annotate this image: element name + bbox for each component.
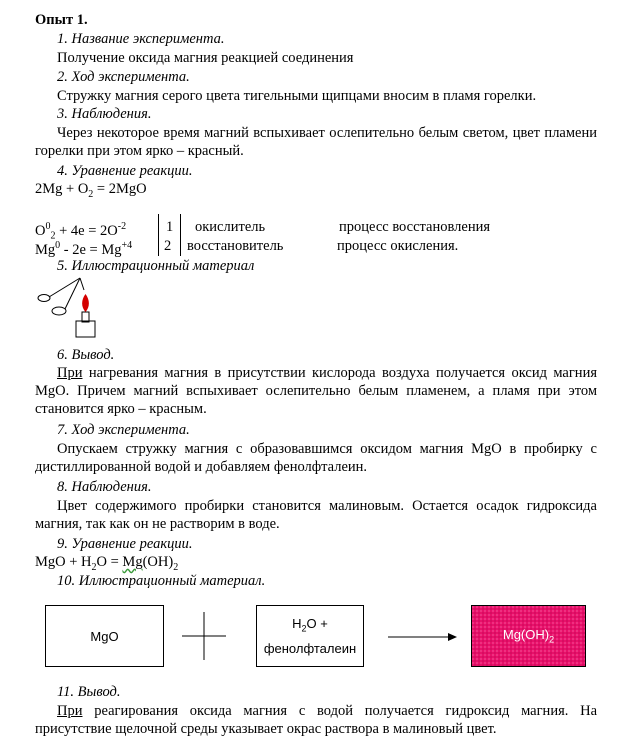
tongs-handle-ring-top — [38, 295, 50, 302]
redox-left-2: $Mg^0 - 2e = Mg^{+4}$ — [35, 240, 133, 258]
section-3-text: Через некоторое время магний вспыхивает ослепительно белым светом, цвет пламени горелки при этом ярко – красный. — [35, 125, 597, 159]
section-5-heading: 5. Иллюстрационный материал — [57, 258, 255, 274]
section-1-heading: 1. Название эксперимента. — [57, 31, 225, 47]
redox-left-1: $O^0_2 + 4e = 2O^{-2}$ — [35, 221, 127, 242]
section-1-text: Получение оксида магния реакцией соединения — [57, 50, 354, 66]
redox-process-1: процесс восстановления — [339, 219, 491, 235]
redox-process-2: процесс окисления. — [337, 238, 459, 254]
section-7-text: Опускаем стружку магния с образовавшимся оксидом магния MgO в пробирку с дистиллированной водой и добавляем фенолфталеин. — [35, 441, 597, 475]
redox-divider-right — [180, 214, 181, 256]
redox-coef-2: 2 — [164, 238, 172, 254]
section-8-text: Цвет содержимого пробирки становится малиновым. Остается осадок гидроксида магния, так как он не растворим в воде. — [35, 498, 597, 532]
section-6-heading: 6. Вывод. — [57, 347, 115, 363]
box-indicator-line: фенолфталеин — [263, 640, 357, 656]
section-2-heading: 2. Ход эксперимента. — [57, 69, 190, 85]
tongs-tip — [80, 278, 84, 290]
box-mgo: MgO — [45, 605, 164, 667]
arrow-right-icon — [388, 631, 458, 643]
redox-divider-left — [158, 214, 159, 256]
redox-role-2: восстановитель — [187, 238, 284, 254]
redox-coef-1: 1 — [166, 219, 174, 235]
box-mg-hydroxide-label: $Mg(OH)_2$ — [502, 627, 555, 645]
section-6-text: При нагревания магния в присутствии кислорода воздуха получается оксид магния MgO. Причем магний вспыхивает ослепительно белым пламенем, а пламя при этом становится ярко – красным. — [35, 365, 597, 417]
box-water-phenolphthalein — [256, 605, 364, 667]
section-3-heading: 3. Наблюдения. — [57, 106, 152, 122]
box-mg-hydroxide — [471, 605, 586, 667]
redox-role-1: окислитель — [195, 219, 266, 235]
section-8-heading: 8. Наблюдения. — [57, 479, 152, 495]
section-7-heading: 7. Ход эксперимента. — [57, 422, 190, 438]
section-11-text: При реагирования оксида магния с водой получается гидроксид магния. На присутствие щелочной среды указывает окрас раствора в малиновый цвет. — [35, 703, 598, 737]
page-title: Опыт 1. — [35, 12, 88, 28]
burner-tongs-illustration — [34, 276, 104, 338]
section-9-heading: 9. Уравнение реакции. — [57, 536, 193, 552]
equation-1: $2Mg + O_2 = 2MgO$ — [35, 181, 147, 200]
section-4-heading: 4. Уравнение реакции. — [57, 163, 193, 179]
section-11-heading: 11. Вывод. — [57, 684, 121, 700]
box-water-line: $H_2O$ + — [292, 616, 328, 634]
plus-sign-icon — [182, 612, 226, 660]
equation-2: MgO + $H_2O = Mg(OH)_2$ — [35, 554, 179, 573]
section-2-text: Стружку магния серого цвета тигельными щипцами вносим в пламя горелки. — [57, 88, 537, 104]
burner-body — [76, 321, 95, 337]
tongs-handle-ring-bottom — [52, 307, 66, 315]
section-10-heading: 10. Иллюстрационный материал. — [57, 573, 266, 589]
flame-icon — [82, 294, 89, 312]
